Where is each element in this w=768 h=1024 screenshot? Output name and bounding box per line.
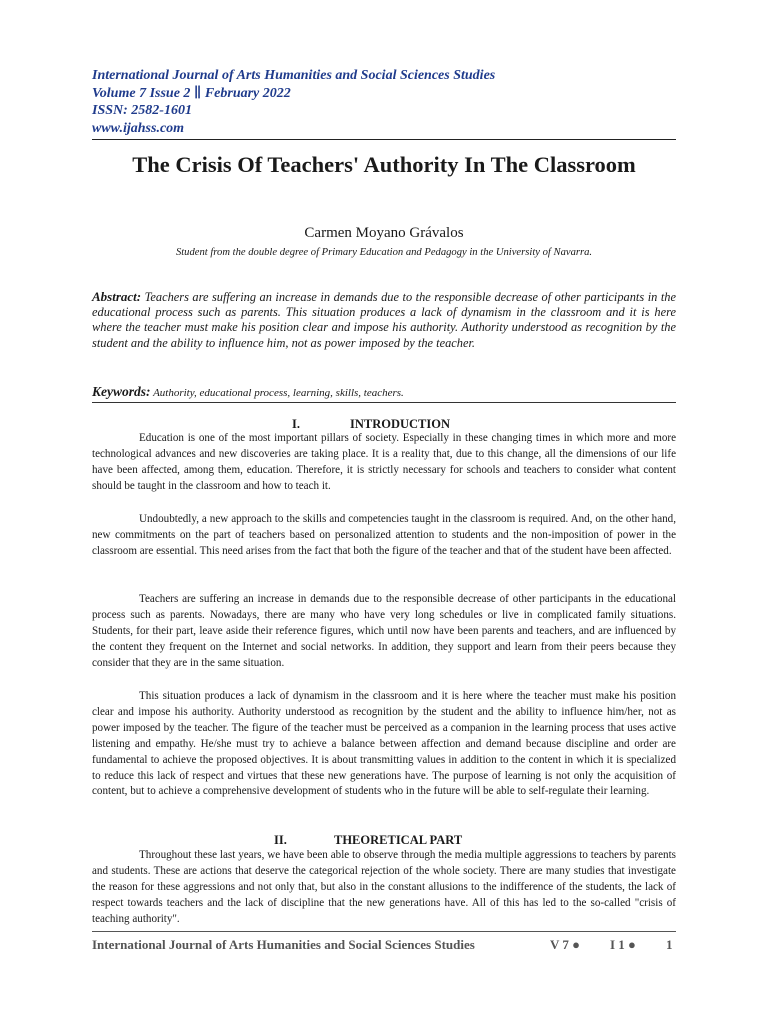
keywords [92, 384, 676, 401]
author-name: Carmen Moyano Grávalos [304, 225, 464, 241]
abstract-label: Abstract: [92, 289, 142, 304]
keywords-text: Authority, educational process, learning, skills, teachers. [153, 387, 404, 399]
journal-website-link[interactable]: www.ijahss.com [92, 120, 185, 136]
volume-issue: Volume 7 Issue 2 ∥ February 2022 [92, 85, 291, 101]
abstract-text: Teachers are suffering an increase in demands due to the responsible decrease of other participants in the educational process such as parents. This situation produces a lack of dynamism in the classroom and it is here where the teacher must make his position clear and impose his authority. Authority understood as recognition by the student and the ability to influence him, not as power imposed by the teacher. [92, 290, 676, 350]
paragraph: Throughout these last years, we have been able to observe through the media multiple aggressions to teachers by parents and students. These are actions that deserve the categorical rejection of the whole society. There are many studies that investigate the reason for these aggressions and not only that, but also in the constant allusions to the indifference of the students, the lack of respect towards teachers and the lack of discipline that the new generations have. All of this has led to the so-called "crisis of teaching authority". [92, 849, 676, 925]
journal-header [92, 67, 495, 137]
page-footer [92, 937, 676, 957]
paragraph: This situation produces a lack of dynamism in the classroom and it is here where the teacher must make his position clear and impose his authority. Authority understood as recognition by the student and the ability to influence him/her, not as power imposed by the teacher. The figure of the teacher must be perceived as a companion in the learning process that uses active listening and empathy. He/she must try to achieve a balance between affection and demand because discipline and order are fundamental to achieve the proposed objectives. It is about transmitting values in addition to the content in which it is specialized to reduce this lack of respect and virtues that these new generations have. The purpose of learning is not only the acquisition of content, but to achieve a comprehensive development of students who in the future will be able to self-regulate their learning. [92, 690, 676, 798]
section-title: INTRODUCTION [350, 417, 451, 431]
keywords-label: Keywords: [92, 384, 151, 399]
abstract [92, 289, 676, 351]
paragraph: Teachers are suffering an increase in demands due to the responsible decrease of other participants in the educational process such as parents. Nowadays, there are many who have very long schedules or live in complicated family situations. Students, for their part, leave aside their reference figures, which until now have been parents and teachers, and are influenced by the content they frequent on the Internet and social networks. In addition, they support and learn from their peers because they consider that they are in the same situation. [92, 593, 676, 669]
header-divider [92, 139, 676, 140]
journal-name: International Journal of Arts Humanities and Social Sciences Studies [92, 68, 496, 83]
author-affiliation: Student from the double degree of Primary Education and Pedagogy in the University of Navarra. [175, 247, 593, 258]
section-title: THEORETICAL PART [334, 833, 463, 847]
footer-volume: V 7 ● [550, 937, 581, 952]
page-number: 1 [666, 937, 673, 952]
section-number: I. [292, 417, 300, 431]
paragraph: Undoubtedly, a new approach to the skills and competencies taught in the classroom is required. And, on the other hand, new commitments on the part of teachers based on personalized attention to students and the non-imposition of power in the classroom are essential. This need arises from the fact that both the figure of the teacher and that of the student have been affected. [92, 513, 676, 557]
keywords-divider [92, 402, 676, 403]
footer-divider [92, 931, 676, 932]
paragraph: Education is one of the most important pillars of society. Especially in these changing times in which more and more technological advances and new discoveries are taking place. It is a reality that, due to this change, all the dimensions of our life have been affected, among them, education. Therefore, it is strictly necessary for schools and teachers to consider what content should be taught in the classroom and how to teach it. [92, 432, 676, 492]
issn: ISSN: 2582-1601 [92, 103, 192, 118]
section-number: II. [274, 833, 287, 847]
paper-title: The Crisis Of Teachers' Authority In The Classroom [132, 152, 636, 177]
footer-journal: International Journal of Arts Humanities and Social Sciences Studies [92, 937, 475, 952]
footer-issue: I 1 ● [610, 937, 636, 952]
